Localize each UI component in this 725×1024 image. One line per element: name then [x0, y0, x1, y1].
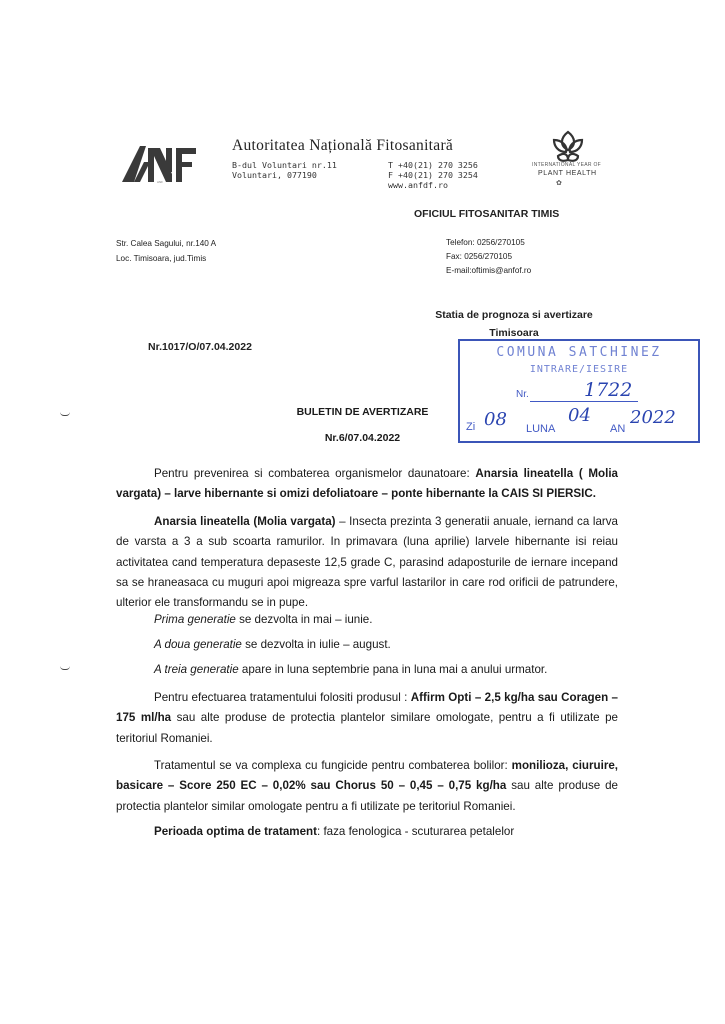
- generation-2-text: se dezvolta in iulie – august.: [241, 638, 391, 651]
- intro-pests: Anarsia lineatella ( Molia vargata) – larve hibernante si omizi defoliatoare – ponte hibernante la CAIS SI PIERSIC.: [116, 467, 619, 501]
- document-number: Nr.1017/O/07.04.2022: [148, 341, 252, 353]
- treatment-products: Affirm Opti – 2,5 kg/ha sau Coragen – 175 ml/ha: [116, 691, 618, 725]
- margin-mark: [60, 666, 70, 670]
- anf-address-line1: B-dul Voluntari nr.11: [232, 160, 337, 170]
- office-telefon: Telefon: 0256/270105: [446, 238, 525, 247]
- paragraph-treatment: [116, 688, 618, 749]
- treatment-rest: sau alte produse de protectia plantelor similare omologate, pentru a fi utilizate pe teritoriul Romaniei.: [116, 711, 618, 745]
- generation-2-label: A doua generatie: [154, 638, 242, 651]
- anf-phone: T +40(21) 270 3256: [388, 160, 478, 170]
- generation-2: [116, 635, 618, 655]
- period-label: Perioada optima de tratament: [154, 825, 317, 838]
- period-text: : faza fenologica - scuturarea petalelor: [317, 825, 515, 838]
- org-name: Autoritatea Națională Fitosanitară: [232, 137, 454, 154]
- fungicide-rest: sau alte produse de protectia plantelor similar omologate pentru a fi utilizate pe teritoriul Romaniei.: [116, 779, 618, 813]
- stamp-month-value: 04: [568, 405, 591, 426]
- anf-address: [232, 160, 337, 180]
- office-locality: Loc. Timisoara, jud.Timis: [116, 254, 207, 263]
- pest-name: Anarsia lineatella (Molia vargata): [154, 515, 336, 528]
- office-email: E-mail:oftimis@anfof.ro: [446, 266, 532, 275]
- plant-health-text: PLANT HEALTH: [538, 170, 597, 177]
- anf-website: www.anfdf.ro: [388, 180, 448, 190]
- intro-text: Pentru prevenirea si combaterea organismelor daunatoare:: [154, 467, 476, 480]
- stamp-commune: COMUNA SATCHINEZ: [496, 345, 662, 360]
- station-line2: Timisoara: [489, 327, 539, 339]
- stamp-day-value: 08: [484, 409, 507, 430]
- paragraph-description: [116, 512, 618, 613]
- anf-address-line2: Voluntari, 077190: [232, 170, 317, 180]
- anf-logo: [120, 140, 200, 184]
- bulletin-title: BULETIN DE AVERTIZARE: [296, 406, 429, 418]
- stamp-month-label: LUNA: [526, 423, 556, 435]
- paragraph-fungicide: [116, 756, 618, 817]
- fungicide-intro: Tratamentul se va complexa cu fungicide pentru combaterea bolilor:: [154, 759, 512, 772]
- stamp-nr-label: Nr.: [516, 389, 529, 400]
- stamp-nr-value: 1722: [584, 379, 633, 401]
- station-heading: [424, 306, 604, 342]
- office-name: OFICIUL FITOSANITAR TIMIS: [414, 208, 560, 220]
- registration-stamp: [458, 339, 700, 443]
- bulletin-number: Nr.6/07.04.2022: [324, 432, 401, 444]
- generation-3: [116, 660, 618, 680]
- office-contact: [446, 236, 531, 278]
- stamp-direction: INTRARE/IESIRE: [529, 364, 629, 375]
- stamp-day-prefix: Zi: [466, 421, 476, 433]
- stamp-year-value: 2022: [630, 407, 676, 428]
- generation-1: [116, 610, 618, 630]
- generation-1-label: Prima generatie: [154, 613, 236, 626]
- paragraph-period: [116, 822, 618, 842]
- fungicide-products: monilioza, ciuruire, basicare – Score 250 EC – 0,02% sau Chorus 50 – 0,45 – 0,75 kg/ha: [116, 759, 618, 793]
- logo-caption: ANF: [157, 180, 163, 184]
- plant-health-symbol-icon: ✿: [556, 180, 562, 187]
- paragraph-intro: [116, 464, 618, 505]
- plant-health-small-text: INTERNATIONAL YEAR OF: [532, 162, 601, 168]
- treatment-intro: Pentru efectuarea tratamentului folositi produsul :: [154, 691, 411, 704]
- anf-fax: F +40(21) 270 3254: [388, 170, 478, 180]
- generation-3-text: apare in luna septembrie pana in luna mai a anului urmator.: [238, 663, 548, 676]
- station-line1: Statia de prognoza si avertizare: [435, 309, 593, 321]
- office-fax: Fax: 0256/270105: [446, 252, 513, 261]
- office-address: [116, 236, 216, 266]
- stamp-nr-line: [530, 401, 638, 402]
- pest-description: – Insecta prezinta 3 generatii anuale, iernand ca larva de varsta a 3 a sub scoarta ramurilor. In primavara (luna aprilie) larvele hibernante isi reiau activitatea cand temperatura depaseste 12,5 grade C, parasind adaposturile de iernare incepand sa se hraneasaca cu muguri apoi migreaza spre varful lastarilor in care rod orificii de patrundere, ulterior ele transformandu se in pupe.: [116, 515, 618, 610]
- generation-3-label: A treia generatie: [154, 663, 239, 676]
- office-street: Str. Calea Sagului, nr.140 A: [116, 239, 217, 248]
- anf-contact: [388, 160, 478, 190]
- stamp-year-label: AN: [610, 423, 626, 435]
- generation-1-text: se dezvolta in mai – iunie.: [235, 613, 373, 626]
